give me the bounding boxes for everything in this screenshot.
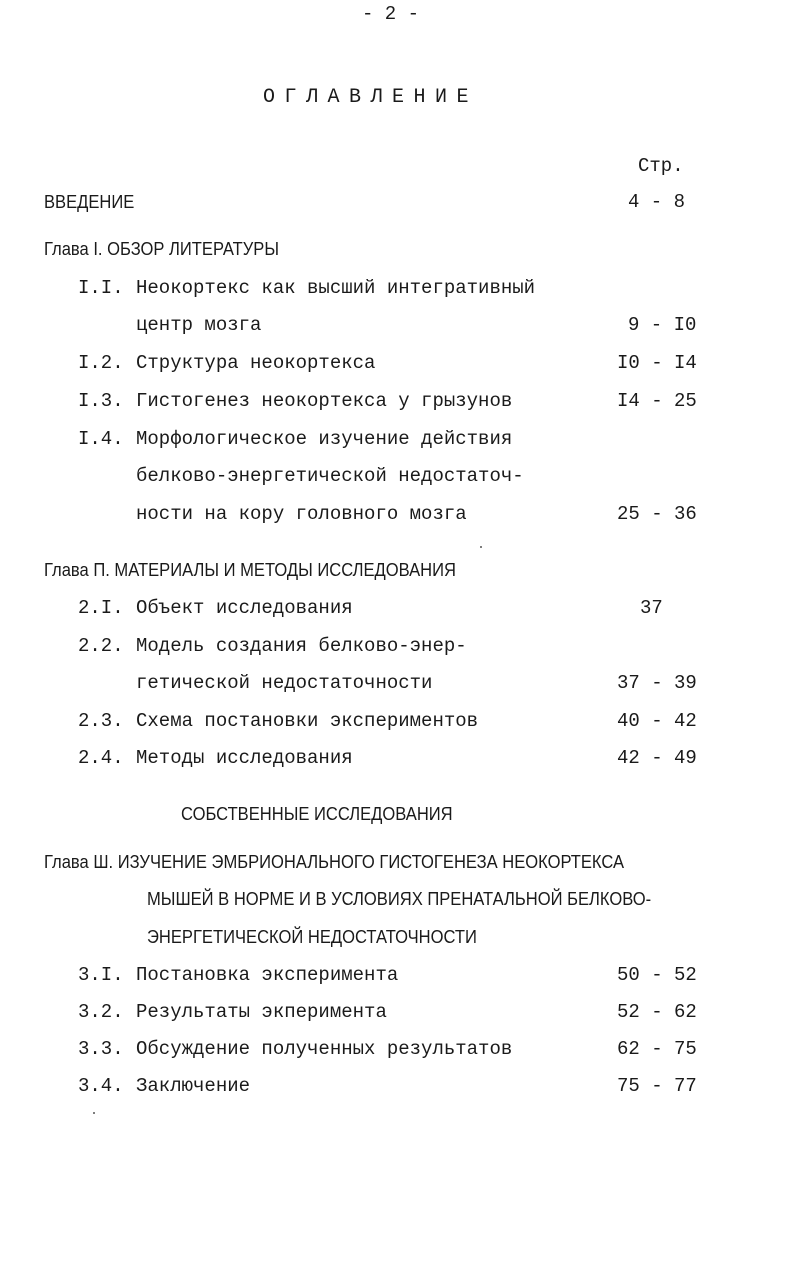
section-pages: 75 - 77: [617, 1075, 697, 1097]
section-number: I.3.: [78, 390, 124, 412]
section-pages: 40 - 42: [617, 710, 697, 732]
section-title: Результаты экперимента: [136, 1001, 387, 1023]
section-pages: 52 - 62: [617, 1001, 697, 1023]
section-pages: 9 - I0: [628, 314, 697, 336]
section-pages: I4 - 25: [617, 390, 697, 412]
section-number: 2.2.: [78, 635, 124, 657]
chapter-3-heading-continued: ЭНЕРГЕТИЧЕСКОЙ НЕДОСТАТОЧНОСТИ: [147, 927, 477, 947]
section-title: Объект исследования: [136, 597, 353, 619]
section-pages: 25 - 36: [617, 503, 697, 525]
section-title: Модель создания белково-энер-: [136, 635, 467, 657]
section-number: 2.3.: [78, 710, 124, 732]
page-title: ОГЛАВЛЕНИЕ: [263, 86, 479, 109]
section-title: Заключение: [136, 1075, 251, 1097]
section-number: 2.4.: [78, 747, 124, 769]
section-number: I.2.: [78, 352, 124, 374]
section-number: I.I.: [78, 277, 124, 299]
section-pages: 37: [640, 597, 663, 619]
section-number: 3.3.: [78, 1038, 124, 1060]
section-title: Морфологическое изучение действия: [136, 428, 513, 450]
section-pages: I0 - I4: [617, 352, 697, 374]
section-title-continued: гетической недостаточности: [136, 672, 433, 694]
own-research-heading: СОБСТВЕННЫЕ ИССЛЕДОВАНИЯ: [181, 804, 453, 824]
chapter-1-heading: Глава I. ОБЗОР ЛИТЕРАТУРЫ: [44, 239, 280, 259]
section-title: Неокортекс как высший интегративный: [136, 277, 536, 299]
chapter-3-heading: Глава Ш. ИЗУЧЕНИЕ ЭМБРИОНАЛЬНОГО ГИСТОГЕНЕЗА НЕОКОРТЕКСА: [44, 852, 625, 872]
section-pages: 62 - 75: [617, 1038, 697, 1060]
section-pages: 37 - 39: [617, 672, 697, 694]
section-title: Обсуждение полученных результатов: [136, 1038, 513, 1060]
page-column-header: Стр.: [638, 155, 684, 177]
scan-speck: [480, 546, 482, 548]
section-title: Структура неокортекса: [136, 352, 376, 374]
section-title-continued: центр мозга: [136, 314, 262, 336]
section-number: 3.I.: [78, 964, 124, 986]
section-title-continued: белково-энергетической недостаточ-: [136, 465, 524, 487]
section-number: 3.4.: [78, 1075, 124, 1097]
section-number: 2.I.: [78, 597, 124, 619]
section-pages: 42 - 49: [617, 747, 697, 769]
section-title: Постановка эксперимента: [136, 964, 399, 986]
section-number: I.4.: [78, 428, 124, 450]
chapter-3-heading-continued: МЫШЕЙ В НОРМЕ И В УСЛОВИЯХ ПРЕНАТАЛЬНОЙ БЕЛКОВО-: [147, 889, 652, 909]
page-number: - 2 -: [362, 3, 420, 25]
toc-intro-label: ВВЕДЕНИЕ: [44, 192, 135, 212]
section-number: 3.2.: [78, 1001, 124, 1023]
section-title: Гистогенез неокортекса у грызунов: [136, 390, 513, 412]
section-pages: 50 - 52: [617, 964, 697, 986]
section-title-continued: ности на кору головного мозга: [136, 503, 467, 525]
scan-speck: [93, 1112, 95, 1114]
section-title: Схема постановки экспериментов: [136, 710, 479, 732]
chapter-2-heading: Глава П. МАТЕРИАЛЫ И МЕТОДЫ ИССЛЕДОВАНИЯ: [44, 560, 456, 580]
toc-intro-pages: 4 - 8: [628, 191, 686, 213]
section-title: Методы исследования: [136, 747, 353, 769]
